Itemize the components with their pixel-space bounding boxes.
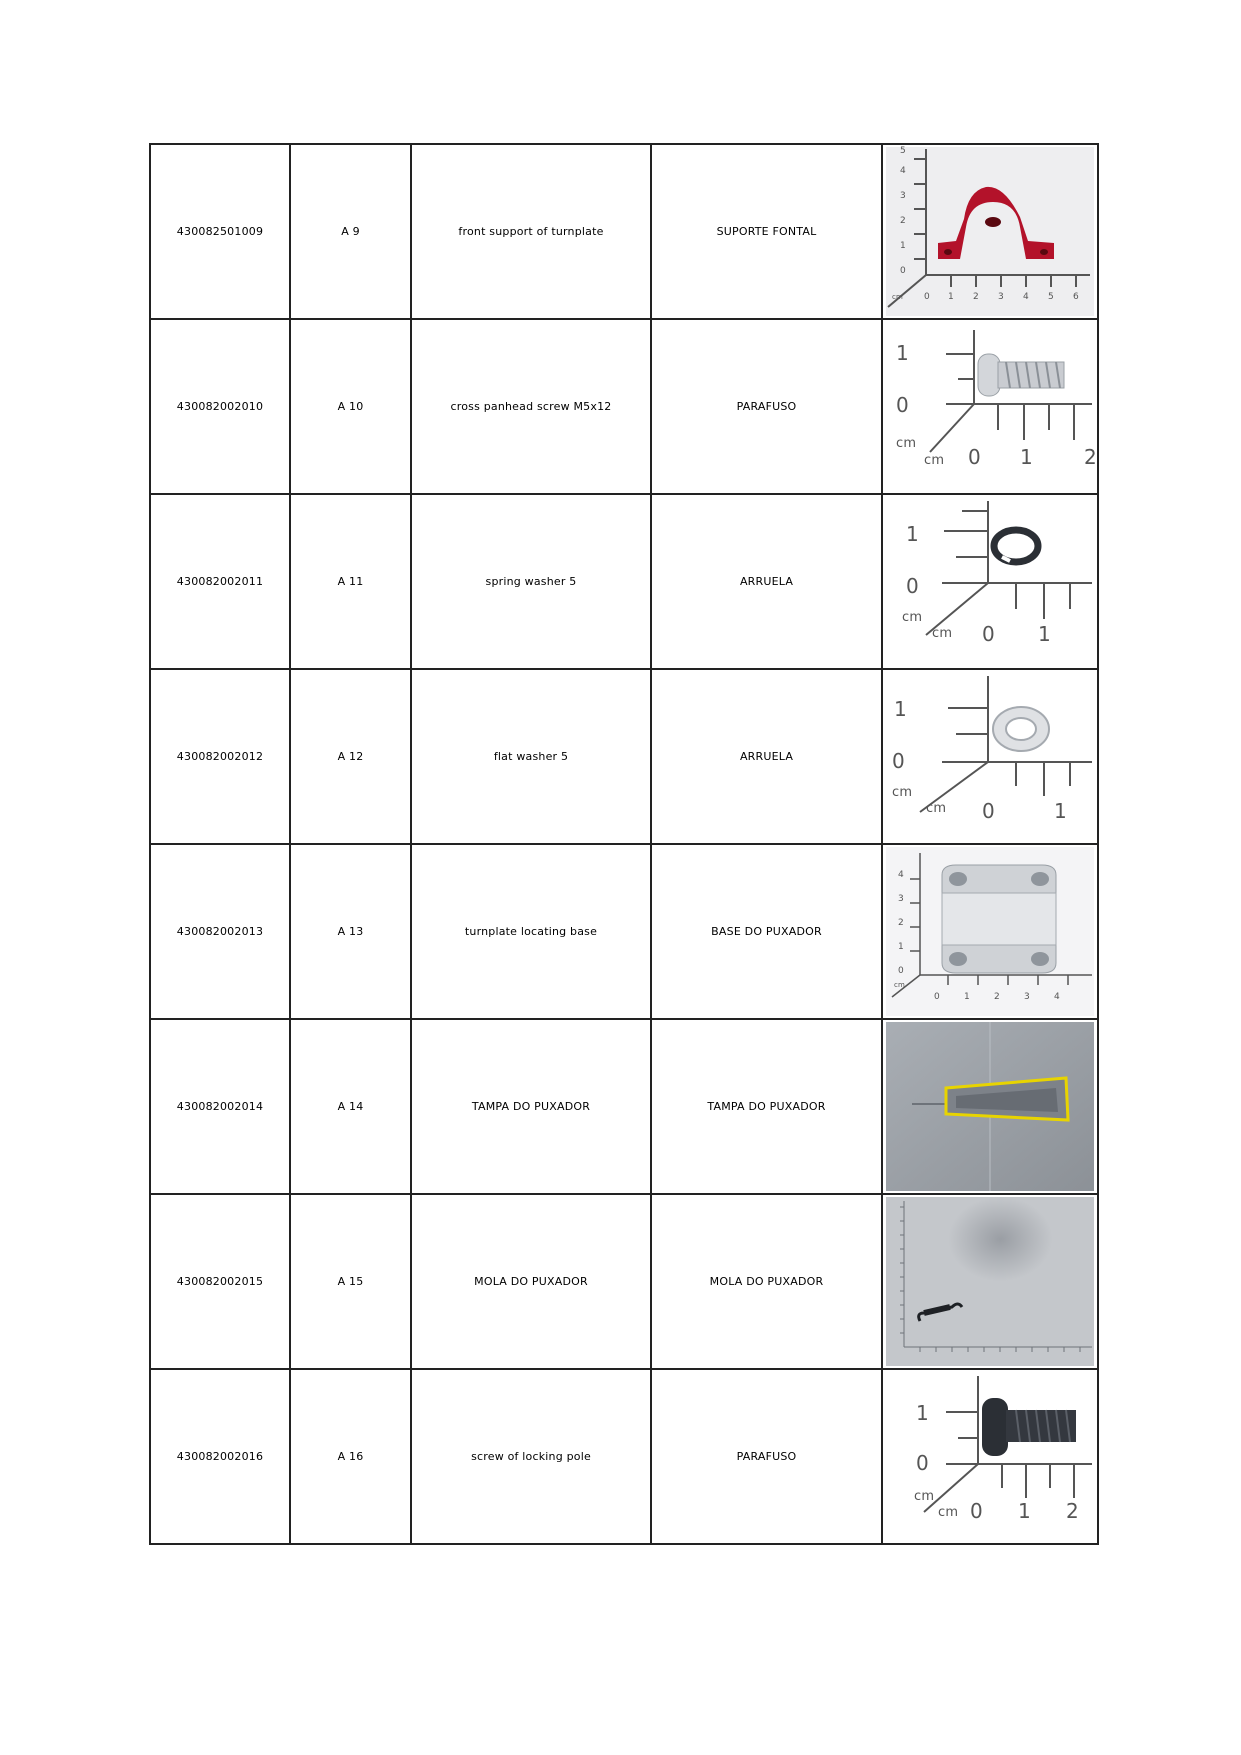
parts-table (149, 143, 1099, 1545)
locating-base-photo (886, 847, 1094, 1016)
svg-text:0: 0 (916, 1451, 929, 1475)
part-code: 430082002010 (150, 319, 290, 494)
table-row (150, 144, 1098, 319)
svg-text:3: 3 (898, 894, 904, 904)
svg-text:2: 2 (900, 216, 906, 226)
position-ref: A 9 (290, 144, 411, 319)
position-ref: A 13 (290, 844, 411, 1019)
description-en: spring washer 5 (411, 494, 651, 669)
svg-text:0: 0 (900, 266, 906, 276)
svg-text:1: 1 (1038, 622, 1051, 646)
part-code: 430082002011 (150, 494, 290, 669)
svg-text:1: 1 (964, 992, 970, 1002)
description-pt: MOLA DO PUXADOR (651, 1194, 882, 1369)
svg-text:1: 1 (896, 341, 909, 365)
svg-text:2: 2 (994, 992, 1000, 1002)
position-ref: A 10 (290, 319, 411, 494)
table-row (150, 494, 1098, 669)
part-code: 430082002015 (150, 1194, 290, 1369)
svg-text:5: 5 (1048, 292, 1054, 302)
svg-text:0: 0 (898, 966, 904, 976)
table-row (150, 1019, 1098, 1194)
svg-text:1: 1 (898, 942, 904, 952)
svg-text:0: 0 (924, 292, 930, 302)
part-code: 430082501009 (150, 144, 290, 319)
svg-text:2: 2 (1066, 1499, 1079, 1523)
svg-text:0: 0 (970, 1499, 983, 1523)
part-photo (882, 1194, 1098, 1369)
description-en: turnplate locating base (411, 844, 651, 1019)
puxador-cover-photo (886, 1022, 1094, 1191)
svg-text:cm: cm (926, 801, 947, 816)
svg-text:cm: cm (894, 981, 906, 989)
svg-text:1: 1 (1054, 799, 1067, 823)
svg-text:2: 2 (973, 292, 979, 302)
svg-text:6: 6 (1073, 292, 1079, 302)
description-pt: BASE DO PUXADOR (651, 844, 882, 1019)
position-ref: A 14 (290, 1019, 411, 1194)
part-photo (882, 319, 1098, 494)
table-row (150, 669, 1098, 844)
locking-pole-screw-photo (886, 1372, 1094, 1541)
description-pt: ARRUELA (651, 669, 882, 844)
description-en: MOLA DO PUXADOR (411, 1194, 651, 1369)
description-en: screw of locking pole (411, 1369, 651, 1544)
position-ref: A 11 (290, 494, 411, 669)
svg-text:1: 1 (900, 241, 906, 251)
part-photo (882, 844, 1098, 1019)
flat-washer-photo (886, 672, 1094, 841)
svg-text:cm: cm (932, 626, 953, 641)
position-ref: A 15 (290, 1194, 411, 1369)
svg-text:cm: cm (924, 453, 945, 468)
svg-text:cm: cm (938, 1505, 959, 1520)
svg-text:cm: cm (902, 610, 923, 625)
part-photo (882, 494, 1098, 669)
panhead-screw-photo (886, 322, 1097, 491)
svg-text:0: 0 (892, 749, 905, 773)
svg-text:3: 3 (998, 292, 1004, 302)
svg-text:4: 4 (900, 166, 906, 176)
svg-text:2: 2 (898, 918, 904, 928)
svg-text:4: 4 (898, 870, 904, 880)
svg-text:5: 5 (900, 146, 906, 156)
svg-text:cm: cm (892, 785, 913, 800)
red-front-support-photo (886, 147, 1094, 316)
description-en: front support of turnplate (411, 144, 651, 319)
svg-text:0: 0 (934, 992, 940, 1002)
part-code: 430082002016 (150, 1369, 290, 1544)
description-en: cross panhead screw M5x12 (411, 319, 651, 494)
svg-text:0: 0 (896, 393, 909, 417)
description-en: TAMPA DO PUXADOR (411, 1019, 651, 1194)
svg-text:cm: cm (892, 293, 904, 301)
part-photo (882, 144, 1098, 319)
svg-text:3: 3 (900, 191, 906, 201)
description-pt: PARAFUSO (651, 319, 882, 494)
part-photo (882, 1019, 1098, 1194)
svg-text:4: 4 (1023, 292, 1029, 302)
description-pt: SUPORTE FONTAL (651, 144, 882, 319)
spring-photo (886, 1197, 1094, 1366)
table-row (150, 1369, 1098, 1544)
svg-text:3: 3 (1024, 992, 1030, 1002)
description-pt: ARRUELA (651, 494, 882, 669)
part-code: 430082002013 (150, 844, 290, 1019)
description-en: flat washer 5 (411, 669, 651, 844)
svg-text:1: 1 (1018, 1499, 1031, 1523)
svg-text:2: 2 (1084, 445, 1097, 469)
part-photo (882, 669, 1098, 844)
spring-washer-photo (886, 497, 1094, 666)
description-pt: TAMPA DO PUXADOR (651, 1019, 882, 1194)
svg-text:1: 1 (906, 522, 919, 546)
table-row (150, 319, 1098, 494)
position-ref: A 12 (290, 669, 411, 844)
table-row (150, 844, 1098, 1019)
part-photo (882, 1369, 1098, 1544)
part-code: 430082002014 (150, 1019, 290, 1194)
table-row (150, 1194, 1098, 1369)
svg-text:1: 1 (916, 1401, 929, 1425)
svg-text:1: 1 (894, 697, 907, 721)
svg-text:cm: cm (914, 1489, 935, 1504)
svg-text:1: 1 (948, 292, 954, 302)
svg-text:0: 0 (982, 622, 995, 646)
position-ref: A 16 (290, 1369, 411, 1544)
part-code: 430082002012 (150, 669, 290, 844)
svg-text:0: 0 (968, 445, 981, 469)
svg-text:cm: cm (896, 436, 917, 451)
description-pt: PARAFUSO (651, 1369, 882, 1544)
svg-text:0: 0 (906, 574, 919, 598)
svg-text:4: 4 (1054, 992, 1060, 1002)
svg-text:1: 1 (1020, 445, 1033, 469)
svg-text:0: 0 (982, 799, 995, 823)
